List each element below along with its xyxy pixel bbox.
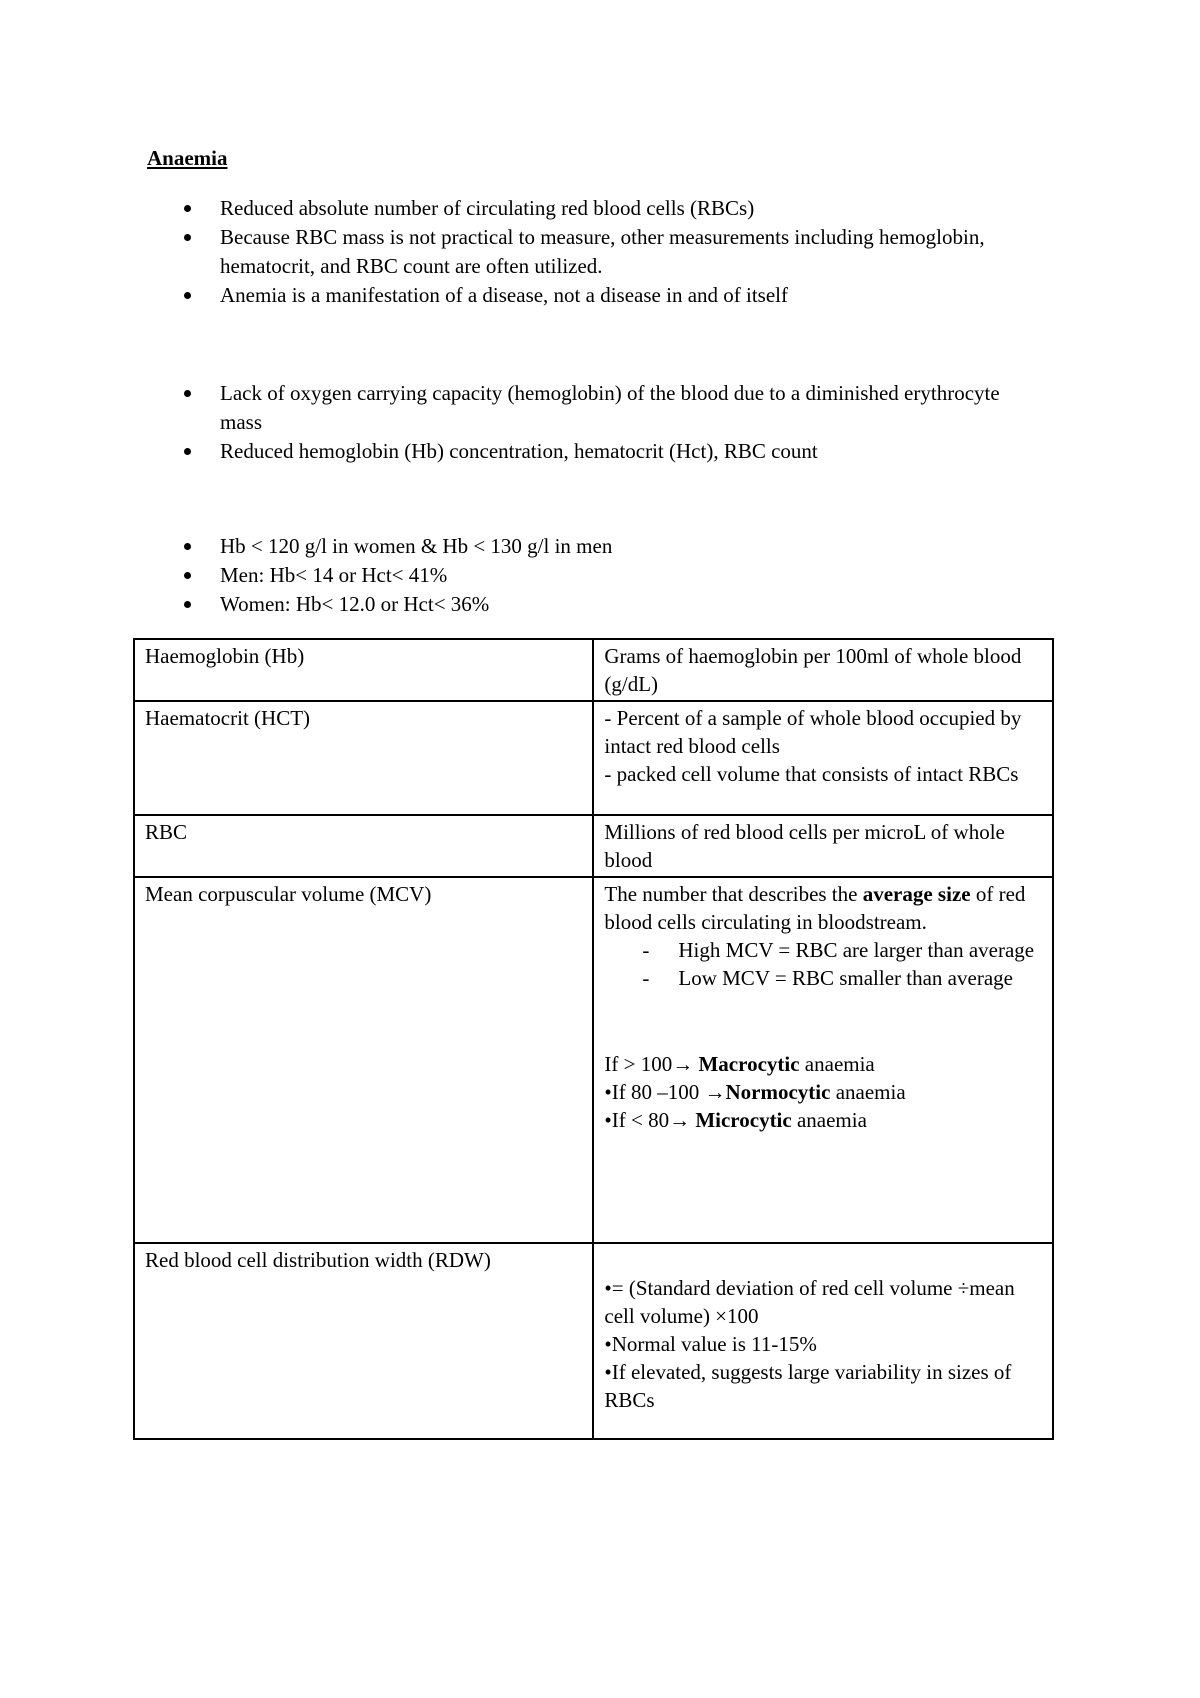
blood-measures-table xyxy=(133,638,1054,1440)
mcv-description-cell xyxy=(593,877,1053,1243)
list-item: Reduced absolute number of circulating red blood cells (RBCs) xyxy=(0,194,1040,223)
rbc-label-cell: RBC xyxy=(134,815,593,877)
table-row xyxy=(134,639,1053,701)
threshold-bullet-list xyxy=(0,532,1200,619)
microcytic-rule: •If < 80→ Microcytic anaemia xyxy=(604,1108,867,1132)
table-row xyxy=(134,1243,1053,1439)
definition-bullet-list xyxy=(0,194,1200,310)
bullet-icon xyxy=(184,205,191,212)
hct-label-cell: Haematocrit (HCT) xyxy=(134,701,593,815)
mcv-label-cell: Mean corpuscular volume (MCV) xyxy=(134,877,593,1243)
oxygen-capacity-bullet-list xyxy=(0,379,1200,466)
rdw-description-cell: •= (Standard deviation of red cell volume ÷mean cell volume) ×100 •Normal value is 11-15% •If elevated, suggests large variability in sizes of RBCs xyxy=(593,1243,1053,1439)
page-title: Anaemia xyxy=(147,146,228,170)
rbc-description-cell: Millions of red blood cells per microL of whole blood xyxy=(593,815,1053,877)
list-item: Lack of oxygen carrying capacity (hemoglobin) of the blood due to a diminished erythrocyte mass xyxy=(0,379,1040,437)
table-row xyxy=(134,815,1053,877)
rdw-label-cell: Red blood cell distribution width (RDW) xyxy=(134,1243,593,1439)
list-item: Women: Hb< 12.0 or Hct< 36% xyxy=(0,590,1040,619)
hct-description-cell: - Percent of a sample of whole blood occupied by intact red blood cells - packed cell volume that consists of intact RBCs xyxy=(593,701,1053,815)
list-item: Hb < 120 g/l in women & Hb < 130 g/l in men xyxy=(0,532,1040,561)
list-item: Because RBC mass is not practical to measure, other measurements including hemoglobin, hematocrit, and RBC count are often utilized. xyxy=(0,223,1040,281)
bullet-icon xyxy=(184,448,191,455)
hb-label-cell: Haemoglobin (Hb) xyxy=(134,639,593,701)
macrocytic-rule: If > 100→ Macrocytic anaemia xyxy=(604,1052,875,1076)
hb-description-cell: Grams of haemoglobin per 100ml of whole blood (g/dL) xyxy=(593,639,1053,701)
bullet-icon xyxy=(184,543,191,550)
table-row xyxy=(134,877,1053,1243)
dash-icon: - xyxy=(642,938,650,962)
dash-icon: - xyxy=(642,966,650,990)
bullet-icon xyxy=(184,572,191,579)
bullet-icon xyxy=(184,292,191,299)
list-item: Men: Hb< 14 or Hct< 41% xyxy=(0,561,1040,590)
list-item: Anemia is a manifestation of a disease, not a disease in and of itself xyxy=(0,281,1040,310)
list-item: - Low MCV = RBC smaller than average xyxy=(642,966,1013,990)
mcv-definition: The number that describes the average size of red blood cells circulating in bloodstream. xyxy=(604,882,1026,934)
normocytic-rule: •If 80 –100 →Normocytic anaemia xyxy=(604,1080,906,1104)
bullet-icon xyxy=(184,601,191,608)
table-row xyxy=(134,701,1053,815)
list-item: - High MCV = RBC are larger than average xyxy=(642,938,1035,962)
list-item: Reduced hemoglobin (Hb) concentration, hematocrit (Hct), RBC count xyxy=(0,437,1040,466)
mcv-dash-list xyxy=(604,936,1042,992)
bullet-icon xyxy=(184,390,191,397)
bullet-icon xyxy=(184,234,191,241)
